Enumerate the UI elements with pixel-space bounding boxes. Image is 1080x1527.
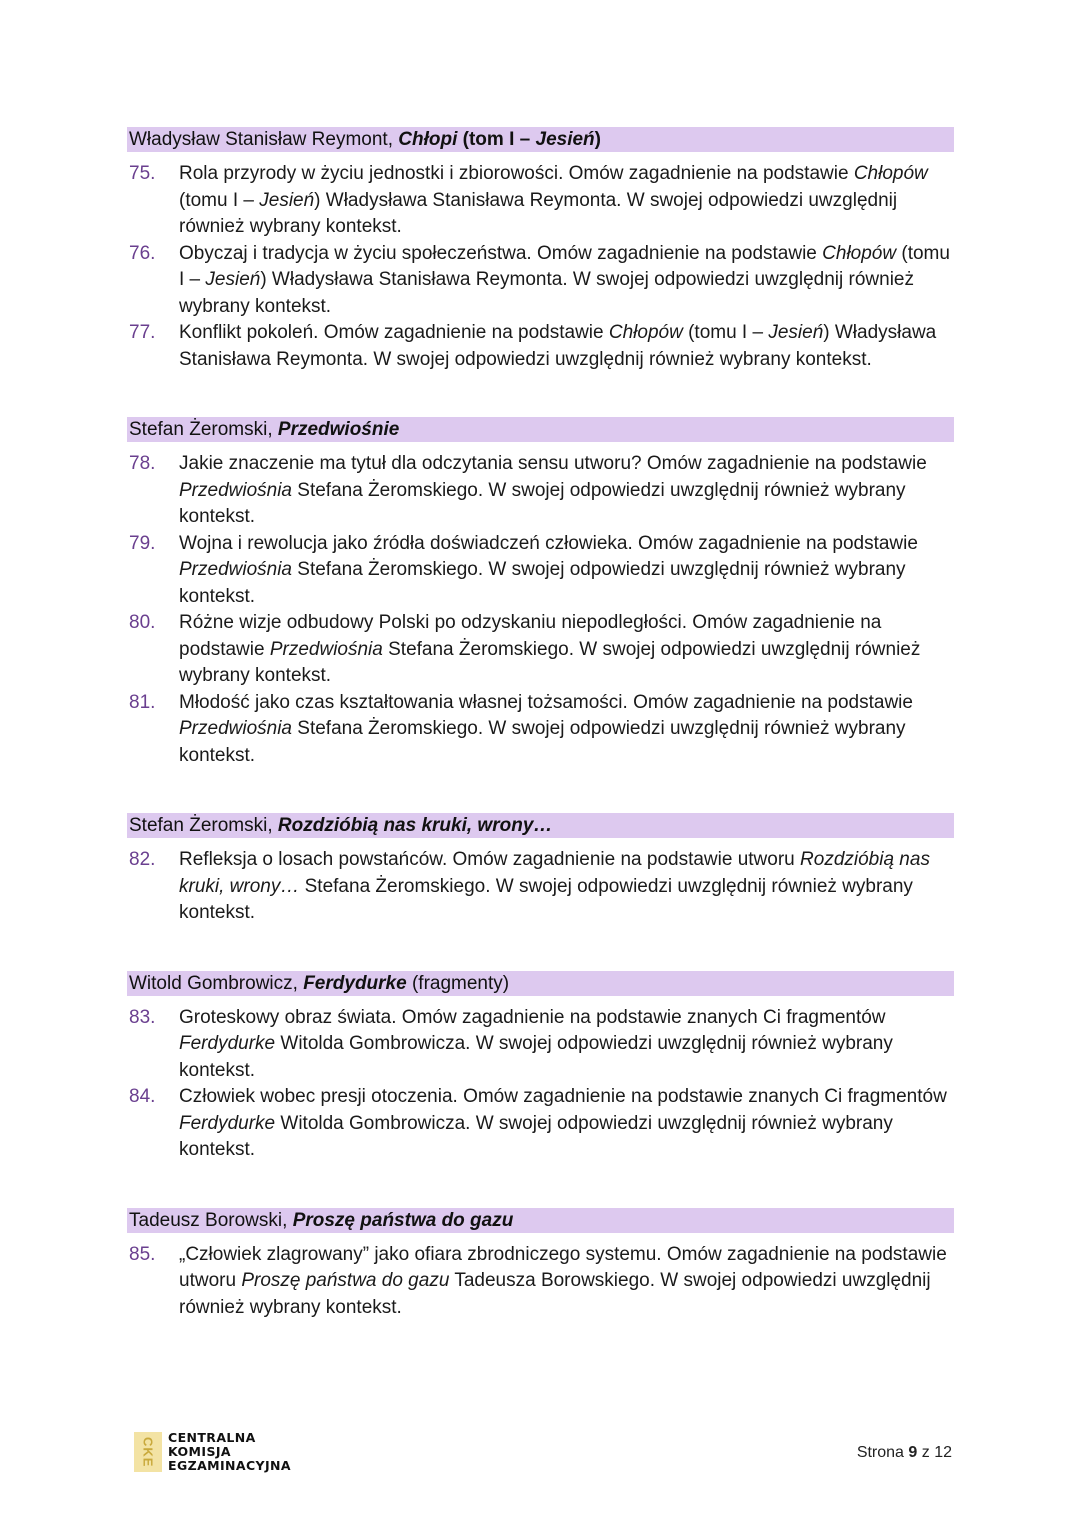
heading-subtitle: (tom I – [457, 129, 536, 150]
section-heading [127, 417, 954, 442]
question-text [179, 1005, 954, 1085]
text-run: (tomu I – [179, 242, 950, 290]
question-number: 79. [129, 532, 156, 554]
text-run: Witolda Gombrowicza. W swojej odpowiedzi uwzględnij również wybrany kontekst. [179, 1033, 893, 1081]
page-prefix: Strona [856, 1444, 909, 1461]
topic-section [127, 127, 954, 373]
text-run: Groteskowy obraz świata. Omów zagadnienie na podstawie znanych Ci fragmentów [179, 1006, 886, 1028]
heading-subtitle: (fragmenty) [406, 972, 510, 994]
topic-section [127, 1208, 954, 1322]
text-run: Rola przyrody w życiu jednostki i zbiorowości. Omów zagadnienie na podstawie [179, 163, 854, 184]
question-text [179, 320, 954, 373]
text-run: ) Władysława Stanisława Reymonta. W swojej odpowiedzi uwzględnij również wybrany kontekst. [179, 269, 914, 317]
section-heading [127, 127, 954, 152]
text-run: Stefana Żeromskiego. W swojej odpowiedzi uwzględnij również wybrany kontekst. [179, 559, 906, 607]
question-number: 83. [129, 1006, 156, 1028]
question-number: 77. [129, 322, 156, 343]
question-number: 85. [129, 1243, 156, 1265]
text-run: Młodość jako czas kształtowania własnej tożsamości. Omów zagadnienie na podstawie [179, 691, 913, 713]
heading-author: Władysław Stanisław Reymont, [129, 129, 399, 150]
question-text [179, 690, 954, 770]
text-run: Tadeusza Borowskiego. W swojej odpowiedzi uwzględnij również wybrany kontekst. [179, 1270, 931, 1318]
text-run: ) Władysława Stanisława Reymonta. W swojej odpowiedzi uwzględnij również wybrany kontekst. [179, 322, 937, 370]
cke-logo [134, 1431, 291, 1473]
question-item [127, 451, 954, 531]
topic-section [127, 417, 954, 769]
question-item [127, 1242, 954, 1322]
question-item [127, 847, 954, 927]
text-run: Stefana Żeromskiego. W swojej odpowiedzi uwzględnij również wybrany kontekst. [179, 638, 921, 686]
question-text [179, 1084, 954, 1164]
question-text [179, 847, 954, 927]
question-number: 84. [129, 1086, 156, 1107]
document-page [127, 127, 954, 1365]
heading-title: Przedwiośnie [277, 419, 400, 440]
question-text [179, 1242, 954, 1322]
text-run: (tomu I – [682, 322, 769, 343]
question-text [179, 451, 954, 531]
work-title: Rozdzióbią nas kruki, wrony… [179, 849, 930, 897]
heading-title: Chłopi [398, 129, 458, 150]
cke-logo-mark: CKE [134, 1432, 162, 1472]
question-text [179, 610, 954, 690]
heading-title: Ferdydurke [303, 972, 407, 994]
question-item [127, 690, 954, 770]
heading-author: Witold Gombrowicz, [129, 972, 304, 994]
text-run: Człowiek wobec presji otoczenia. Omów zagadnienie na podstawie znanych Ci fragmentów [179, 1086, 947, 1107]
topic-section [127, 813, 954, 927]
question-item [127, 241, 954, 321]
section-heading [127, 971, 954, 996]
logo-line-3: EGZAMINACYJNA [168, 1458, 291, 1473]
question-text [179, 241, 954, 321]
work-title: Jesień [205, 269, 261, 290]
text-run: Refleksja o losach powstańców. Omów zagadnienie na podstawie utworu [179, 849, 801, 870]
work-title: Chłopów [822, 242, 897, 264]
work-title: Przedwiośnia [269, 638, 383, 660]
text-run: ) Władysława Stanisława Reymonta. W swojej odpowiedzi uwzględnij również wybrany kontekst. [179, 189, 898, 237]
work-title: Jesień [768, 322, 824, 343]
work-title: Ferdydurke [179, 1033, 276, 1054]
question-number: 78. [129, 453, 156, 474]
section-heading [127, 1208, 954, 1233]
work-title: Proszę państwa do gazu [241, 1270, 450, 1291]
page-sep: z [917, 1444, 935, 1461]
question-item [127, 610, 954, 690]
work-title: Ferdydurke [179, 1112, 276, 1134]
heading-subtitle-end: ) [594, 129, 601, 150]
text-run: Konflikt pokoleń. Omów zagadnienie na podstawie [179, 322, 609, 343]
page-number [857, 1444, 952, 1462]
logo-line-2: KOMISJA [168, 1444, 231, 1459]
question-item [127, 1084, 954, 1164]
topic-section [127, 971, 954, 1164]
work-title: Jesień [259, 189, 315, 211]
question-item [127, 161, 954, 241]
question-text [179, 161, 954, 241]
work-title: Przedwiośnia [179, 718, 292, 739]
question-item [127, 320, 954, 373]
text-run: Stefana Żeromskiego. W swojej odpowiedzi uwzględnij również wybrany kontekst. [179, 875, 913, 923]
work-title: Przedwiośnia [179, 559, 292, 580]
section-heading [127, 813, 954, 838]
text-run: Stefana Żeromskiego. W swojej odpowiedzi uwzględnij również wybrany kontekst. [179, 479, 906, 527]
heading-author: Stefan Żeromski, [129, 419, 278, 440]
text-run: Wojna i rewolucja jako źródła doświadczeń człowieka. Omów zagadnienie na podstawie [179, 532, 918, 554]
text-run: (tomu I – [179, 189, 260, 211]
heading-author: Tadeusz Borowski, [129, 1209, 293, 1231]
text-run: Jakie znaczenie ma tytuł dla odczytania sensu utworu? Omów zagadnienie na podstawie [179, 453, 927, 474]
question-number: 76. [129, 242, 156, 264]
heading-title: Proszę państwa do gazu [292, 1209, 514, 1231]
page-current: 9 [908, 1444, 918, 1461]
question-number: 82. [129, 849, 156, 870]
question-number: 75. [129, 163, 156, 184]
heading-subtitle-italic: Jesień [535, 129, 595, 150]
work-title: Przedwiośnia [179, 479, 292, 501]
logo-line-1: CENTRALNA [168, 1430, 256, 1445]
text-run: Witolda Gombrowicza. W swojej odpowiedzi uwzględnij również wybrany kontekst. [179, 1112, 893, 1160]
text-run: Stefana Żeromskiego. W swojej odpowiedzi uwzględnij również wybrany kontekst. [179, 718, 906, 766]
heading-author: Stefan Żeromski, [129, 815, 278, 836]
question-text [179, 531, 954, 611]
heading-title: Rozdzióbią nas kruki, wrony… [277, 815, 553, 836]
work-title: Chłopów [853, 163, 928, 184]
text-run: Obyczaj i tradycja w życiu społeczeństwa. Omów zagadnienie na podstawie [179, 242, 823, 264]
question-item [127, 531, 954, 611]
work-title: Chłopów [608, 322, 683, 343]
question-item [127, 1005, 954, 1085]
text-run: „Człowiek zlagrowany” jako ofiara zbrodniczego systemu. Omów zagadnienie na podstawie utworu [179, 1243, 947, 1291]
cke-logo-text [168, 1431, 291, 1473]
page-total: 12 [934, 1444, 952, 1461]
question-number: 80. [129, 612, 156, 633]
question-number: 81. [129, 691, 156, 713]
text-run: Różne wizje odbudowy Polski po odzyskaniu niepodległości. Omów zagadnienie na podstawie [179, 612, 882, 660]
